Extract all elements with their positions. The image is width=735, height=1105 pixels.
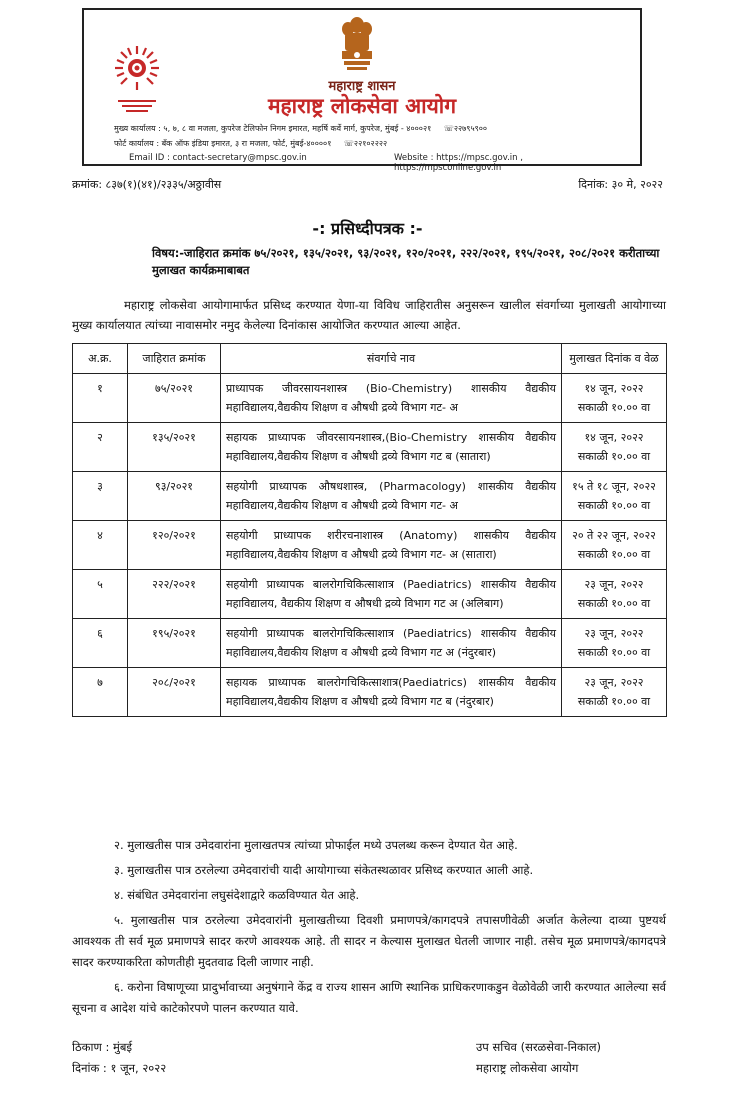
- fort-office-phone: ☏२२१०२२२२: [343, 139, 388, 148]
- organisation-text: महाराष्ट्र लोकसेवा आयोग: [476, 1061, 579, 1075]
- reference-number: क्रमांक: ८३७(१)(४१)/२३३५/अठ्ठावीस: [72, 178, 222, 191]
- table-row: [73, 423, 667, 472]
- note-item: ५. मुलाखतीस पात्र ठरलेल्या उमेदवारांनी मुलाखतीच्या दिवशी प्रमाणपत्रे/कागदपत्रे तपासणीवेळी अर्जात केलेल्या दाव्या पुष्टयर्थ आवश्यक ती सर्व मूळ प्रमाणपत्रे सादर करणे आवश्यक आहे. ती सादर न केल्यास मुलाखत घेतली जाणार नाही. तसेच मूळ प्रमाणपत्रे/कागदपत्रे सादर करण्याकरिता कोणतीही मुदतवाढ दिली जाणार नाही.: [72, 913, 666, 969]
- interview-date: २३ जून, २०२२: [584, 578, 644, 591]
- cell-advertisement: २२२/२०२१: [128, 570, 221, 619]
- signature-block: [476, 1037, 601, 1079]
- cell-serial: ६: [73, 619, 128, 668]
- table-row: [73, 374, 667, 423]
- letterhead: [82, 8, 642, 173]
- cell-date-time: [562, 668, 667, 717]
- interview-time: सकाळी १०.०० वा: [577, 548, 651, 561]
- interview-date: १४ जून, २०२२: [584, 382, 644, 395]
- interview-schedule-table: [72, 343, 667, 717]
- cell-post: सहायक प्राध्यापक बालरोगचिकित्साशात्र(Paediatrics) शासकीय वैद्यकीय महाविद्यालय,वैद्यकीय शिक्षण व औषधी द्रव्ये विभाग गट ब (नंदुरबार): [221, 668, 562, 717]
- cell-post: सहयोगी प्राध्यापक बालरोगचिकित्साशात्र (Paediatrics) शासकीय वैद्यकीय महाविद्यालय,वैद्यकीय शिक्षण व औषधी द्रव्ये विभाग गट अ (नंदुरबार): [221, 619, 562, 668]
- cell-date-time: [562, 423, 667, 472]
- interview-time: सकाळी १०.०० वा: [577, 646, 651, 659]
- head-office-phone: ☏२२७९५९००: [443, 124, 488, 133]
- cell-date-time: [562, 374, 667, 423]
- interview-date: १४ जून, २०२२: [584, 431, 644, 444]
- cell-date-time: [562, 472, 667, 521]
- cell-date-time: [562, 570, 667, 619]
- cell-advertisement: १२०/२०२१: [128, 521, 221, 570]
- interview-time: सकाळी १०.०० वा: [577, 401, 651, 414]
- cell-serial: ५: [73, 570, 128, 619]
- header-date-time: मुलाखत दिनांक व वेळ: [562, 344, 667, 374]
- table-row: [73, 521, 667, 570]
- place-date-block: [72, 1037, 166, 1079]
- cell-serial: ४: [73, 521, 128, 570]
- table-row: [73, 472, 667, 521]
- table-row: [73, 668, 667, 717]
- table-row: [73, 619, 667, 668]
- cell-advertisement: ९३/२०२१: [128, 472, 221, 521]
- designation-text: उप सचिव (सरळसेवा-निकाल): [476, 1040, 602, 1054]
- cell-serial: १: [73, 374, 128, 423]
- contact-row: [129, 153, 622, 173]
- header-advertisement: जाहिरात क्रमांक: [128, 344, 221, 374]
- cell-advertisement: २०८/२०२१: [128, 668, 221, 717]
- interview-date: २३ जून, २०२२: [584, 676, 644, 689]
- notes-section: [72, 835, 666, 1023]
- interview-time: सकाळी १०.०० वा: [577, 499, 651, 512]
- head-office-address: [114, 123, 487, 134]
- cell-advertisement: १९५/२०२१: [128, 619, 221, 668]
- cell-serial: २: [73, 423, 128, 472]
- interview-time: सकाळी १०.०० वा: [577, 450, 651, 463]
- header-serial: अ.क्र.: [73, 344, 128, 374]
- ashoka-emblem-icon: [337, 15, 377, 77]
- intro-paragraph: महाराष्ट्र लोकसेवा आयोगामार्फत प्रसिध्द करण्यात येणा-या विविध जाहिरातीस अनुसरून खालील संवर्गाच्या मुलाखती आयोगाच्या मुख्य कार्यालयात त्यांच्या नावासमोर नमुद केलेल्या दिनांकास आयोजित करण्यात आल्या आहेत.: [72, 298, 666, 332]
- issue-date-text: दिनांक : १ जून, २०२२: [72, 1061, 167, 1075]
- note-item: ३. मुलाखतीस पात्र ठरलेल्या उमेदवारांची यादी आयोगाच्या संकेतस्थळावर प्रसिध्द करण्यात आली आहे.: [114, 863, 534, 877]
- cell-post: प्राध्यापक जीवरसायनशास्त्र (Bio-Chemistry) शासकीय वैद्यकीय महाविद्यालय,वैद्यकीय शिक्षण व औषधी द्रव्ये विभाग गट- अ: [221, 374, 562, 423]
- document-title: -: प्रसिध्दीपत्रक :-: [312, 219, 423, 238]
- table-row: [73, 570, 667, 619]
- note-item: ४. संबंधित उमेदवारांना लघुसंदेशाद्वारे कळविण्यात येत आहे.: [114, 888, 360, 902]
- interview-date: २० ते २२ जून, २०२२: [572, 529, 656, 542]
- interview-date: १५ ते १८ जून, २०२२: [572, 480, 656, 493]
- reference-date: दिनांक: ३० मे, २०२२: [578, 178, 663, 191]
- cell-post: सहयोगी प्राध्यापक बालरोगचिकित्साशात्र (Paediatrics) शासकीय वैद्यकीय महाविद्यालय, वैद्यकीय शिक्षण व औषधी द्रव्ये विभाग गट अ (अलिबाग): [221, 570, 562, 619]
- note-item: २. मुलाखतीस पात्र उमेदवारांना मुलाखतपत्र त्यांच्या प्रोफाईल मध्ये उपलब्ध करून देण्यात येत आहे.: [114, 838, 518, 852]
- cell-advertisement: ७५/२०२१: [128, 374, 221, 423]
- cell-advertisement: १३५/२०२१: [128, 423, 221, 472]
- cell-post: सहयोगी प्राध्यापक औषधशास्त्र, (Pharmacology) शासकीय वैद्यकीय महाविद्यालय,वैद्यकीय शिक्षण व औषधी द्रव्ये विभाग गट- अ: [221, 472, 562, 521]
- interview-time: सकाळी १०.०० वा: [577, 695, 651, 708]
- fort-office-text: फोर्ट कार्यालय : बँक ऑफ इंडिया इमारत, ३ रा मजला, फोर्ट, मुंबई-४००००१: [114, 139, 332, 148]
- subject-line: विषय:-जाहिरात क्रमांक ७५/२०२१, १३५/२०२१, ९३/२०२१, १२०/२०२१, २२२/२०२१, १९५/२०२१, २०८/२०२१ करीताच्या मुलाखत कार्यक्रमाबाबत: [152, 246, 660, 277]
- cell-serial: ७: [73, 668, 128, 717]
- cell-post: सहायक प्राध्यापक जीवरसायनशास्त्र,(Bio-Chemistry शासकीय वैद्यकीय महाविद्यालय,वैद्यकीय शिक्षण व औषधी द्रव्ये विभाग गट ब (सातारा): [221, 423, 562, 472]
- cell-date-time: [562, 619, 667, 668]
- head-office-text: मुख्य कार्यालय : ५, ७, ८ वा मजला, कुपरेज टेलिफोन निगम इमारत, महर्षि कर्वे मार्ग, कुपरेज, मुंबई - ४०००२१: [114, 124, 432, 133]
- commission-name: महाराष्ट्र लोकसेवा आयोग: [267, 94, 457, 118]
- header-post: संवर्गाचे नाव: [221, 344, 562, 374]
- cell-date-time: [562, 521, 667, 570]
- interview-time: सकाळी १०.०० वा: [577, 597, 651, 610]
- email-link[interactable]: Email ID : contact-secretary@mpsc.gov.in: [129, 153, 307, 163]
- table-header-row: [73, 344, 667, 374]
- place-text: ठिकाण : मुंबई: [72, 1040, 133, 1054]
- cell-serial: ३: [73, 472, 128, 521]
- cell-post: सहयोगी प्राध्यापक शरीरचनाशास्त्र (Anatomy) शासकीय वैद्यकीय महाविद्यालय,वैद्यकीय शिक्षण व औषधी द्रव्ये विभाग गट- अ (सातारा): [221, 521, 562, 570]
- fort-office-address: [114, 138, 387, 149]
- government-name: महाराष्ट्र शासन: [328, 79, 396, 94]
- interview-date: २३ जून, २०२२: [584, 627, 644, 640]
- website-link[interactable]: Website : https://mpsc.gov.in , https://mpsconline.gov.in: [394, 153, 523, 173]
- note-item: ६. करोना विषाणूच्या प्रादुर्भावाच्या अनुषंगाने केंद्र व राज्य शासन आणि स्थानिक प्राधिकरणाकडुन वेळोवेळी जारी करण्यात आलेल्या सर्व सूचना व आदेश यांचे काटेकोरपणे पालन करण्यात यावे.: [72, 980, 666, 1015]
- reference-row: [72, 177, 663, 192]
